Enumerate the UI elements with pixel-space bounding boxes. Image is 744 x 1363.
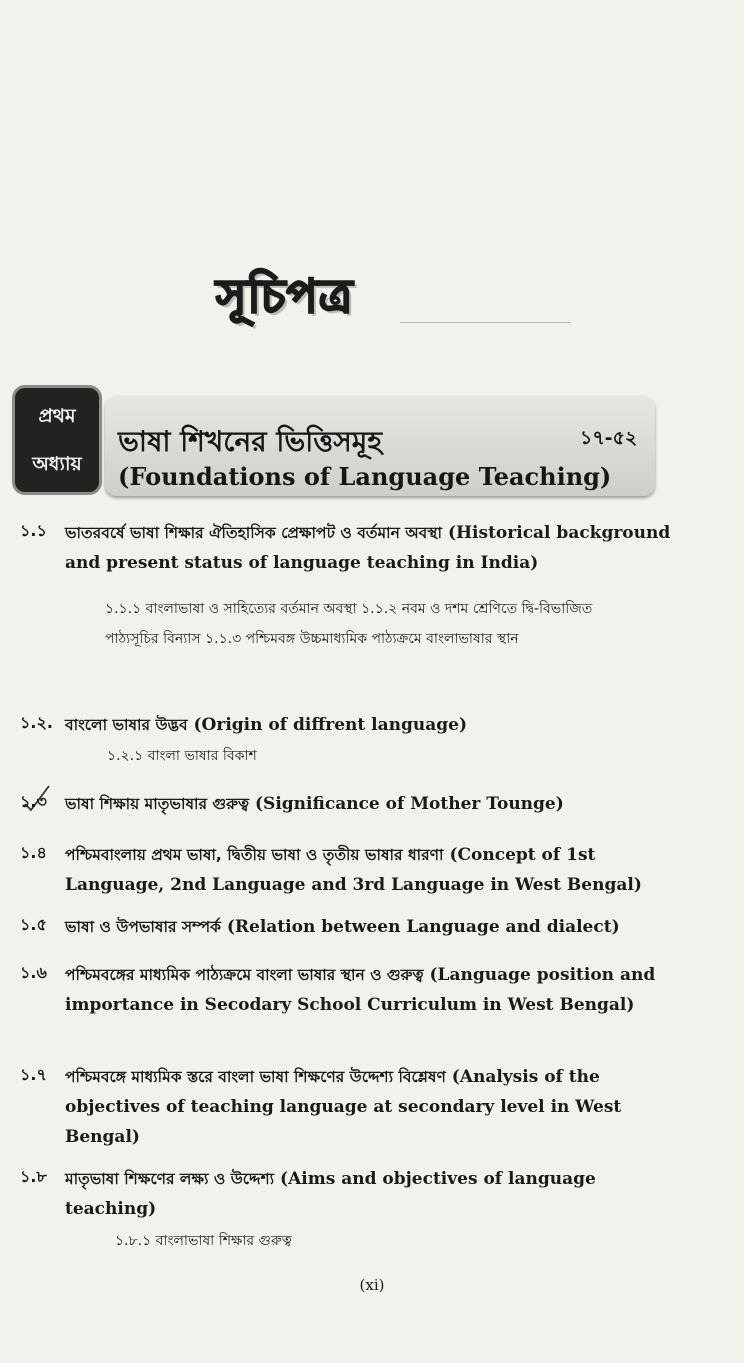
toc-entry-1-3 xyxy=(20,789,680,819)
entry-text-bengali: ভাষা ও উপভাষার সম্পর্ক xyxy=(65,918,221,936)
toc-entry-1-5 xyxy=(20,912,680,942)
entry-text xyxy=(65,960,680,1020)
toc-entry-1-1 xyxy=(20,518,680,578)
chapter-badge-line1: প্রথম xyxy=(38,405,76,427)
toc-entry-1-7 xyxy=(20,1062,680,1152)
chapter-title-bengali: ভাষা শিখনের ভিত্তিসমূহ xyxy=(118,425,383,458)
chapter-badge xyxy=(15,388,99,492)
entry-text xyxy=(65,789,680,819)
chapter-page-range: ১৭-৫২ xyxy=(580,427,638,449)
entry-text-bengali: বাংলো ভাষার উদ্ভব xyxy=(65,716,188,734)
entry-text-english: (Historical background and present status of language teaching in India) xyxy=(65,523,671,573)
entry-number: ১.৭ xyxy=(20,1065,47,1084)
entry-text xyxy=(65,710,680,740)
toc-subentries-1-1: ১.১.১ বাংলাভাষা ও সাহিত্যের বর্তমান অবস্থা ১.১.২ নবম ও দশম শ্রেণিতে দ্বি-বিভাজিত পাঠ্যসূচির বিন্যাস ১.১.৩ পশ্চিমবঙ্গ উচ্চমাধ্যমিক পাঠ্যক্রমে বাংলাভাষার স্থান xyxy=(105,601,593,647)
toc-entry-1-6 xyxy=(20,960,680,1020)
entry-text xyxy=(65,1164,680,1224)
entry-text-english: (Relation between Language and dialect) xyxy=(220,917,620,937)
entry-text-bengali: পশ্চিমবাংলায় প্রথম ভাষা, দ্বিতীয় ভাষা ও তৃতীয় ভাষার ধারণা xyxy=(65,846,444,864)
toc-subentries-1-2: ১.২.১ বাংলা ভাষার বিকাশ xyxy=(107,748,257,764)
entry-text-bengali: ভাষা শিক্ষায় মাতৃভাষার গুরুত্ব xyxy=(65,795,250,813)
entry-text-english: (Concept of 1st Language, 2nd Language and 3rd Language in West Bengal) xyxy=(65,845,642,895)
page-title: সূচিপত্র xyxy=(216,269,354,323)
entry-number: ১.৪ xyxy=(20,843,47,862)
entry-text-english: (Significance of Mother Tounge) xyxy=(249,794,564,814)
entry-text-english: (Origin of diffrent language) xyxy=(187,715,468,735)
entry-text xyxy=(65,912,680,942)
entry-number: ১.৫ xyxy=(20,915,47,934)
entry-number: ১.৮ xyxy=(20,1167,47,1186)
title-rule xyxy=(400,322,570,323)
toc-entry-1-8 xyxy=(20,1164,680,1224)
chapter-badge-line2: অধ্যায় xyxy=(32,453,82,475)
toc-entry-1-4 xyxy=(20,840,680,900)
entry-number: ১.১ xyxy=(20,521,47,540)
entry-text-bengali: মাতৃভাষা শিক্ষণের লক্ষ্য ও উদ্দেশ্য xyxy=(65,1170,275,1188)
toc-subentries-1-8: ১.৮.১ বাংলাভাষা শিক্ষার গুরুত্ব xyxy=(115,1233,292,1249)
entry-text-english: (Analysis of the objectives of teaching language at secondary level in West Bengal) xyxy=(65,1067,622,1147)
entry-text xyxy=(65,840,680,900)
entry-text-english: (Aims and objectives of language teaching) xyxy=(65,1169,596,1219)
entry-text-english: (Language position and importance in Secodary School Curriculum in West Bengal) xyxy=(65,965,656,1015)
entry-text xyxy=(65,1062,680,1152)
page-number: (xi) xyxy=(359,1276,385,1294)
entry-text-bengali: পশ্চিমবঙ্গে মাধ্যমিক স্তরে বাংলা ভাষা শিক্ষণের উদ্দেশ্য বিশ্লেষণ xyxy=(65,1068,446,1086)
entry-text-bengali: ভাতরবর্ষে ভাষা শিক্ষার ঐতিহাসিক প্রেক্ষাপট ও বর্তমান অবস্থা xyxy=(65,524,443,542)
entry-text-bengali: পশ্চিমবঙ্গের মাধ্যমিক পাঠ্যক্রমে বাংলা ভাষার স্থান ও গুরুত্ব xyxy=(65,966,424,984)
toc-entry-1-2 xyxy=(20,710,680,740)
entry-text xyxy=(65,518,680,578)
entry-number: ১.৬ xyxy=(20,963,47,982)
entry-number: ১.৩ xyxy=(20,792,47,811)
entry-number: ১.২. xyxy=(20,713,53,732)
chapter-title-english: (Foundations of Language Teaching) xyxy=(118,462,612,491)
